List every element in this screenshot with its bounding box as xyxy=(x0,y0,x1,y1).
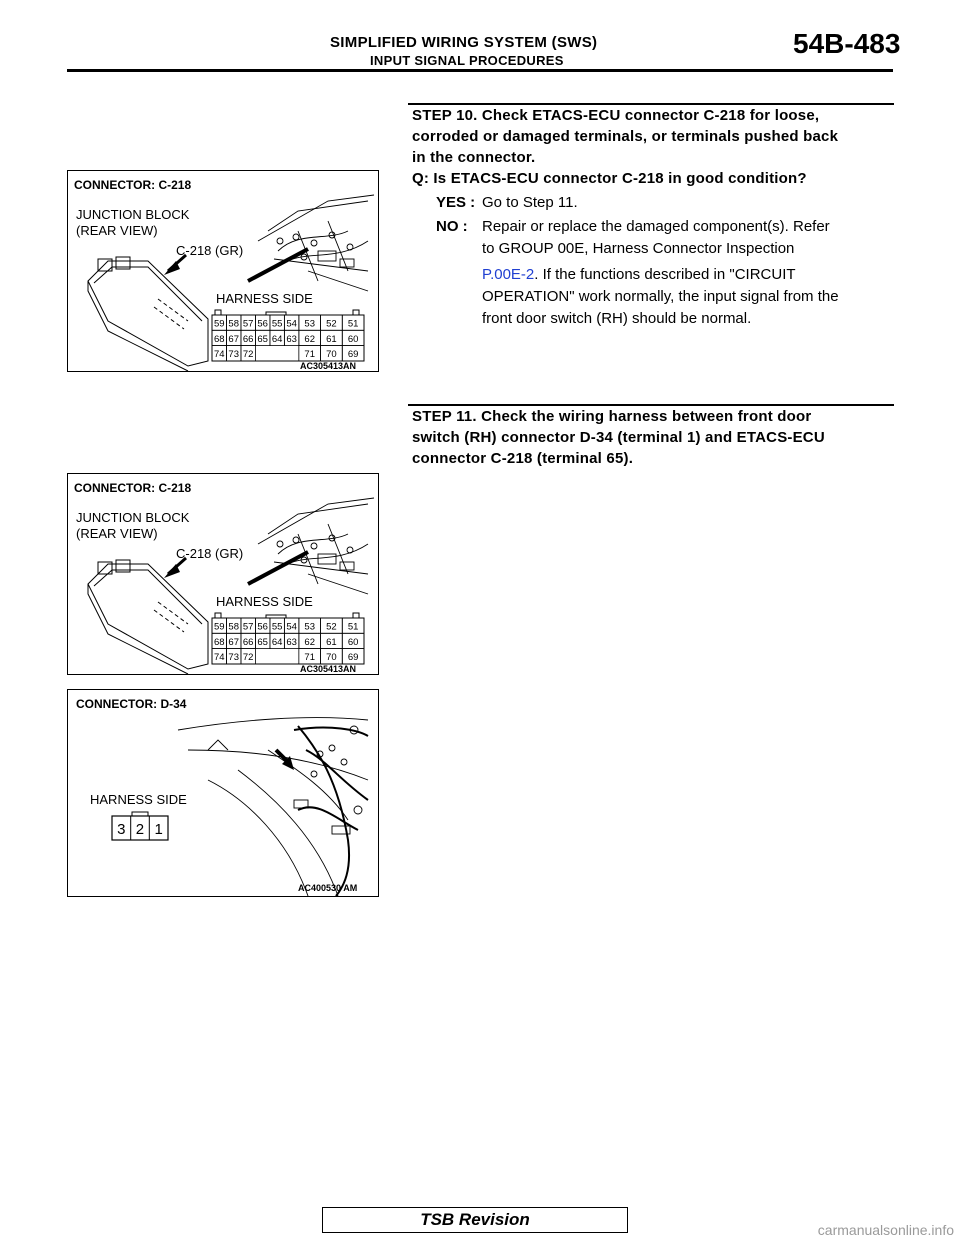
c218-figure-code: AC305413AN xyxy=(300,361,357,371)
no-line3-rest: . If the functions described in "CIRCUIT xyxy=(534,266,796,283)
pin-number-68: 68 xyxy=(213,636,225,648)
pin-number-54: 54 xyxy=(286,621,297,633)
pin-number-66: 66 xyxy=(242,333,254,345)
pin-number-64: 64 xyxy=(271,333,283,345)
pin-number-72: 72 xyxy=(242,349,254,361)
c218-harness-label: HARNESS SIDE xyxy=(216,291,313,306)
pin-number-69: 69 xyxy=(347,652,359,664)
d34-diagram xyxy=(68,690,378,896)
pin-number-70: 70 xyxy=(326,652,337,664)
no-text xyxy=(482,216,894,330)
c218-pin-grid xyxy=(212,613,364,664)
pin-number-74: 74 xyxy=(213,349,225,361)
c218-connector-label: CONNECTOR: C-218 xyxy=(74,481,192,495)
pin-number-72: 72 xyxy=(242,652,254,664)
c218-diagram-a xyxy=(68,171,378,371)
door-sketch xyxy=(178,718,368,896)
c218-harness-label: HARNESS SIDE xyxy=(216,594,313,609)
pin-number-53: 53 xyxy=(304,318,316,330)
c218-block-label1: JUNCTION BLOCK xyxy=(76,207,190,222)
d34-pin-block xyxy=(112,812,168,840)
step10-heading xyxy=(412,105,894,189)
pin-number-61: 61 xyxy=(326,636,337,648)
figure-d34 xyxy=(67,689,379,897)
c218-pin-grid xyxy=(212,310,364,361)
c218-block-label2: (REAR VIEW) xyxy=(76,526,158,541)
pin-number-71: 71 xyxy=(304,349,316,361)
pin-number-55: 55 xyxy=(271,318,283,330)
pin-number-68: 68 xyxy=(213,333,225,345)
pin-number-65: 65 xyxy=(257,333,268,345)
d34-harness-label: HARNESS SIDE xyxy=(90,792,187,807)
c218-block-label2: (REAR VIEW) xyxy=(76,223,158,238)
pin-number-60: 60 xyxy=(347,636,359,648)
pin-number-54: 54 xyxy=(286,318,297,330)
step10-line1: STEP 10. Check ETACS-ECU connector C-218 for loose, xyxy=(412,107,820,124)
pin-number-64: 64 xyxy=(271,636,283,648)
c218-callout: C-218 (GR) xyxy=(176,546,244,561)
pin-number-56: 56 xyxy=(257,621,268,633)
c218-callout: C-218 (GR) xyxy=(176,243,244,258)
no-line2: to GROUP 00E, Harness Connector Inspection xyxy=(482,240,795,257)
pin-number-70: 70 xyxy=(326,349,337,361)
no-line3 xyxy=(482,264,894,286)
step10-yes xyxy=(412,192,894,216)
watermark: carmanualsonline.info xyxy=(817,1222,954,1238)
no-label: NO : xyxy=(436,218,468,235)
page-number: 54B-483 xyxy=(793,28,901,59)
header-rule xyxy=(67,69,893,72)
pin-number-73: 73 xyxy=(228,652,240,664)
pin-number-67: 67 xyxy=(228,333,240,345)
c218-figure-code: AC305413AN xyxy=(300,664,357,674)
figure-c218-b xyxy=(67,473,379,675)
step10-no xyxy=(412,216,894,326)
no-line1: Repair or replace the damaged component(s). Refer xyxy=(482,218,830,235)
harness-sketch xyxy=(248,195,374,291)
pin-number-2: 2 xyxy=(135,821,145,838)
pin-number-59: 59 xyxy=(213,318,225,330)
step11-line3: connector C-218 (terminal 65). xyxy=(412,450,634,467)
pin-number-60: 60 xyxy=(347,333,359,345)
d34-connector-label: CONNECTOR: D-34 xyxy=(76,697,187,711)
pin-number-59: 59 xyxy=(213,621,225,633)
junction-block-drawing xyxy=(88,560,208,674)
d34-figure-code: AC400530 AM xyxy=(298,883,358,893)
tsb-revision-label: TSB Revision xyxy=(420,1210,530,1229)
pin-number-52: 52 xyxy=(326,621,337,633)
pin-number-71: 71 xyxy=(304,652,316,664)
no-line4: OPERATION" work normally, the input signal from the xyxy=(482,288,839,305)
pin-number-52: 52 xyxy=(326,318,337,330)
step10-question: Q: Is ETACS-ECU connector C-218 in good condition? xyxy=(412,170,807,187)
c218-diagram-b xyxy=(68,474,378,674)
pin-number-62: 62 xyxy=(304,636,316,648)
pin-number-63: 63 xyxy=(286,636,297,648)
step11-line1: STEP 11. Check the wiring harness between front door xyxy=(412,408,812,425)
reference-link[interactable]: P.00E-2 xyxy=(482,266,535,283)
pin-number-57: 57 xyxy=(242,621,254,633)
pin-number-55: 55 xyxy=(271,621,283,633)
step11-heading xyxy=(412,406,894,469)
step10-line2: corroded or damaged terminals, or terminals pushed back xyxy=(412,128,839,145)
pin-number-51: 51 xyxy=(347,318,359,330)
junction-block-drawing xyxy=(88,257,208,371)
harness-sketch xyxy=(248,498,374,594)
figure-c218-a xyxy=(67,170,379,372)
pin-number-56: 56 xyxy=(257,318,268,330)
pin-number-57: 57 xyxy=(242,318,254,330)
pin-number-66: 66 xyxy=(242,636,254,648)
pin-number-63: 63 xyxy=(286,333,297,345)
pin-number-58: 58 xyxy=(228,318,240,330)
yes-label: YES : xyxy=(436,194,476,211)
pin-number-74: 74 xyxy=(213,652,225,664)
section-subtitle: INPUT SIGNAL PROCEDURES xyxy=(370,53,564,68)
no-line5: front door switch (RH) should be normal. xyxy=(482,310,752,327)
tsb-revision-box xyxy=(322,1207,628,1233)
pin-number-1: 1 xyxy=(154,821,163,838)
section-title: SIMPLIFIED WIRING SYSTEM (SWS) xyxy=(330,34,598,51)
pin-number-73: 73 xyxy=(228,349,240,361)
step10-line3: in the connector. xyxy=(412,149,536,166)
pin-number-61: 61 xyxy=(326,333,337,345)
pin-number-62: 62 xyxy=(304,333,316,345)
pin-number-69: 69 xyxy=(347,349,359,361)
yes-text: Go to Step 11. xyxy=(482,194,578,211)
pin-number-58: 58 xyxy=(228,621,240,633)
pin-number-51: 51 xyxy=(347,621,359,633)
c218-block-label1: JUNCTION BLOCK xyxy=(76,510,190,525)
pin-number-67: 67 xyxy=(228,636,240,648)
c218-connector-label: CONNECTOR: C-218 xyxy=(74,178,192,192)
step11-line2: switch (RH) connector D-34 (terminal 1) and ETACS-ECU xyxy=(412,429,825,446)
pin-number-3: 3 xyxy=(117,821,126,838)
pin-number-65: 65 xyxy=(257,636,268,648)
pin-number-53: 53 xyxy=(304,621,316,633)
